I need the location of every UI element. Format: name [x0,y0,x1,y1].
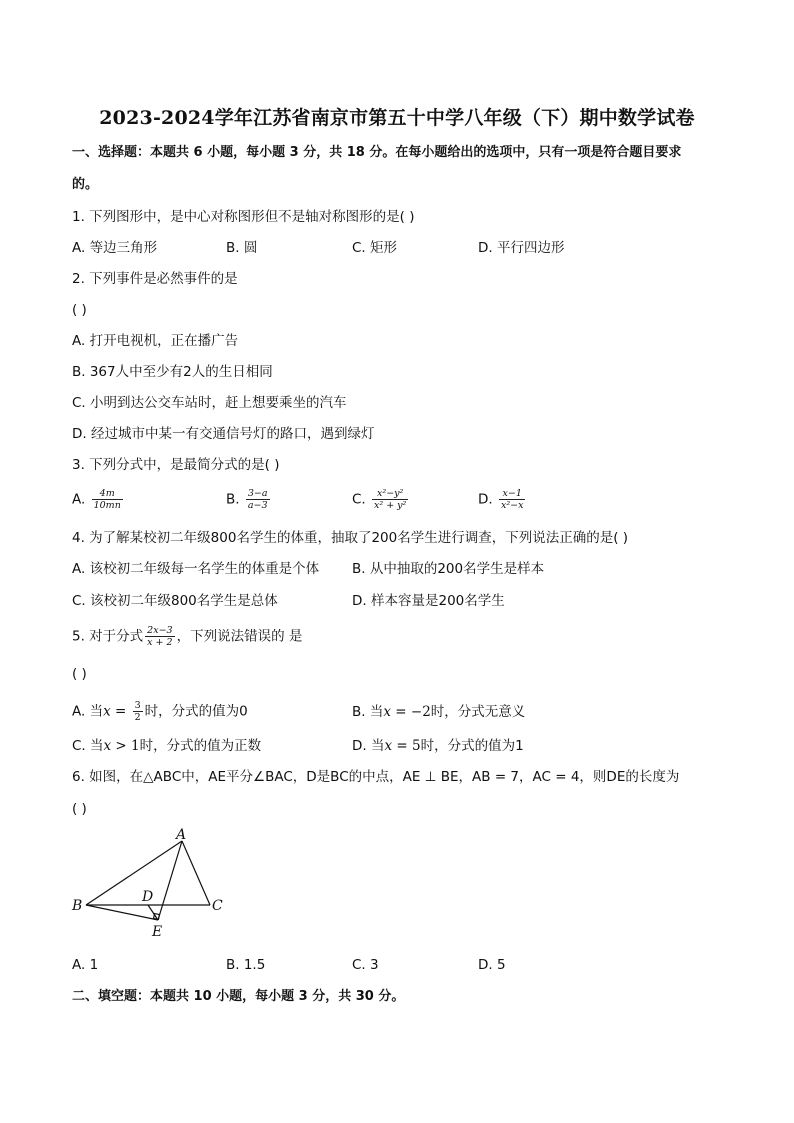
q5-option-d [352,736,524,756]
q5-stem-post: ，下列说法错误的 是 [176,628,303,645]
q5-a-num: 3 [134,700,141,711]
q3-a-den: 10mn [93,500,121,511]
q5-c-post: 时，分式的值为正数 [139,738,262,754]
q6-option-c: C. 3 [352,957,379,973]
q5-a-eq: = [110,703,131,720]
q3-d-num: x−1 [499,488,525,500]
q5-stem-pre: 5. 对于分式 [72,628,144,645]
section1-header-line1: 一、选择题：本题共 6 小题，每小题 3 分，共 18 分。在每小题给出的选项中，只有一项是符合题目要求 [72,145,682,160]
q1-option-b: B. 圆 [226,240,258,256]
q3-d-den: x²−x [500,500,524,511]
q5-b-post: 时，分式无意义 [430,704,526,720]
section2-header: 二、填空题：本题共 10 小题，每小题 3 分，共 30 分。 [72,989,405,1004]
segment-ae [158,841,182,920]
q6-paren: ( ) [72,801,87,817]
q2-option-b: B. 367人中至少有2人的生日相同 [72,364,273,380]
q5-stem-fraction [145,625,174,648]
q5-paren: ( ) [72,666,87,682]
label-b: B [72,898,83,914]
q5-d-post: 时，分式的值为1 [420,738,524,754]
q2-option-d: D. 经过城市中某一有交通信号灯的路口，遇到绿灯 [72,426,375,442]
q3-d-label: D. [478,491,493,508]
q5-a-var: x [103,703,111,720]
q5-c-mid: > 1 [111,738,140,754]
q5-c-pre: C. 当 [72,738,104,754]
q3-b-fraction [246,488,270,511]
label-e: E [152,924,163,940]
q1-option-a: A. 等边三角形 [72,240,158,256]
q4-stem: 4. 为了解某校初二年级800名学生的体重，抽取了200名学生进行调查，下列说法正确的是( ) [72,530,629,546]
q2-stem: 2. 下列事件是必然事件的是 [72,271,238,287]
q6-option-a: A. 1 [72,957,99,973]
q3-b-num: 3−a [247,488,268,499]
q3-option-c [352,488,410,511]
q5-option-b [352,702,525,722]
q2-paren: ( ) [72,302,87,318]
q1-stem: 1. 下列图形中，是中心对称图形但不是轴对称图形的是( ) [72,209,415,225]
label-c: C [212,898,223,914]
q2-option-a: A. 打开电视机，正在播广告 [72,333,239,349]
q5-b-mid: = −2 [390,704,431,720]
section1-header-line2: 的。 [72,177,99,192]
q5-a-fraction [133,700,143,723]
q5-d-pre: D. 当 [352,738,385,754]
q1-option-c: C. 矩形 [352,240,398,256]
q4-option-a: A. 该校初二年级每一名学生的体重是个体 [72,561,320,577]
q5-frac-num: 2x−3 [147,625,173,636]
q3-d-fraction [499,488,525,511]
q3-c-label: C. [352,491,366,508]
q5-d-var: x [384,738,393,754]
q1-option-d: D. 平行四边形 [478,240,565,256]
q5-b-pre: B. 当 [352,704,384,720]
q3-a-label: A. [72,491,86,508]
q3-b-label: B. [226,491,240,508]
label-d: D [142,889,154,905]
right-angle-marker [154,914,160,920]
q5-d-mid: = 5 [392,738,421,754]
q5-option-c [72,736,261,756]
segment-ab [86,841,182,905]
q6-stem: 6. 如图，在△ABC中，AE平分∠BAC，D是BC的中点，AE ⊥ BE，AB = 7，AC = 4，则DE的长度为 [72,769,680,785]
q4-option-c: C. 该校初二年级800名学生是总体 [72,593,278,609]
triangle-figure [68,828,238,946]
q3-a-num: 4m [92,488,123,500]
q3-option-b [226,488,272,511]
q4-option-d: D. 样本容量是200名学生 [352,593,505,609]
q5-c-var: x [103,738,112,754]
q3-a-fraction [92,488,123,511]
q3-c-num: x²−y² [372,488,408,500]
q5-a-den: 2 [134,712,141,723]
q6-option-b: B. 1.5 [226,957,266,973]
q5-stem [72,625,302,648]
q5-a-post: 时，分式的值为0 [144,703,248,720]
q5-a-pre: A. 当 [72,703,104,720]
q3-b-den: a−3 [247,500,268,511]
q5-frac-den: x + 2 [147,637,173,648]
q4-option-b: B. 从中抽取的200名学生是样本 [352,561,545,577]
q3-option-a [72,488,125,511]
page-title: 2023-2024学年江苏省南京市第五十中学八年级（下）期中数学试卷 [99,107,695,129]
segment-be [86,905,158,920]
segment-ac [182,841,210,905]
q5-option-a [72,700,248,723]
q3-c-fraction [372,488,408,511]
q6-option-d: D. 5 [478,957,506,973]
q2-option-c: C. 小明到达公交车站时，赶上想要乘坐的汽车 [72,395,347,411]
q3-c-den: x² + y² [374,500,407,511]
q3-stem: 3. 下列分式中，是最简分式的是( ) [72,457,280,473]
label-a: A [176,828,187,843]
q3-option-d [478,488,527,511]
q5-b-var: x [383,704,391,720]
